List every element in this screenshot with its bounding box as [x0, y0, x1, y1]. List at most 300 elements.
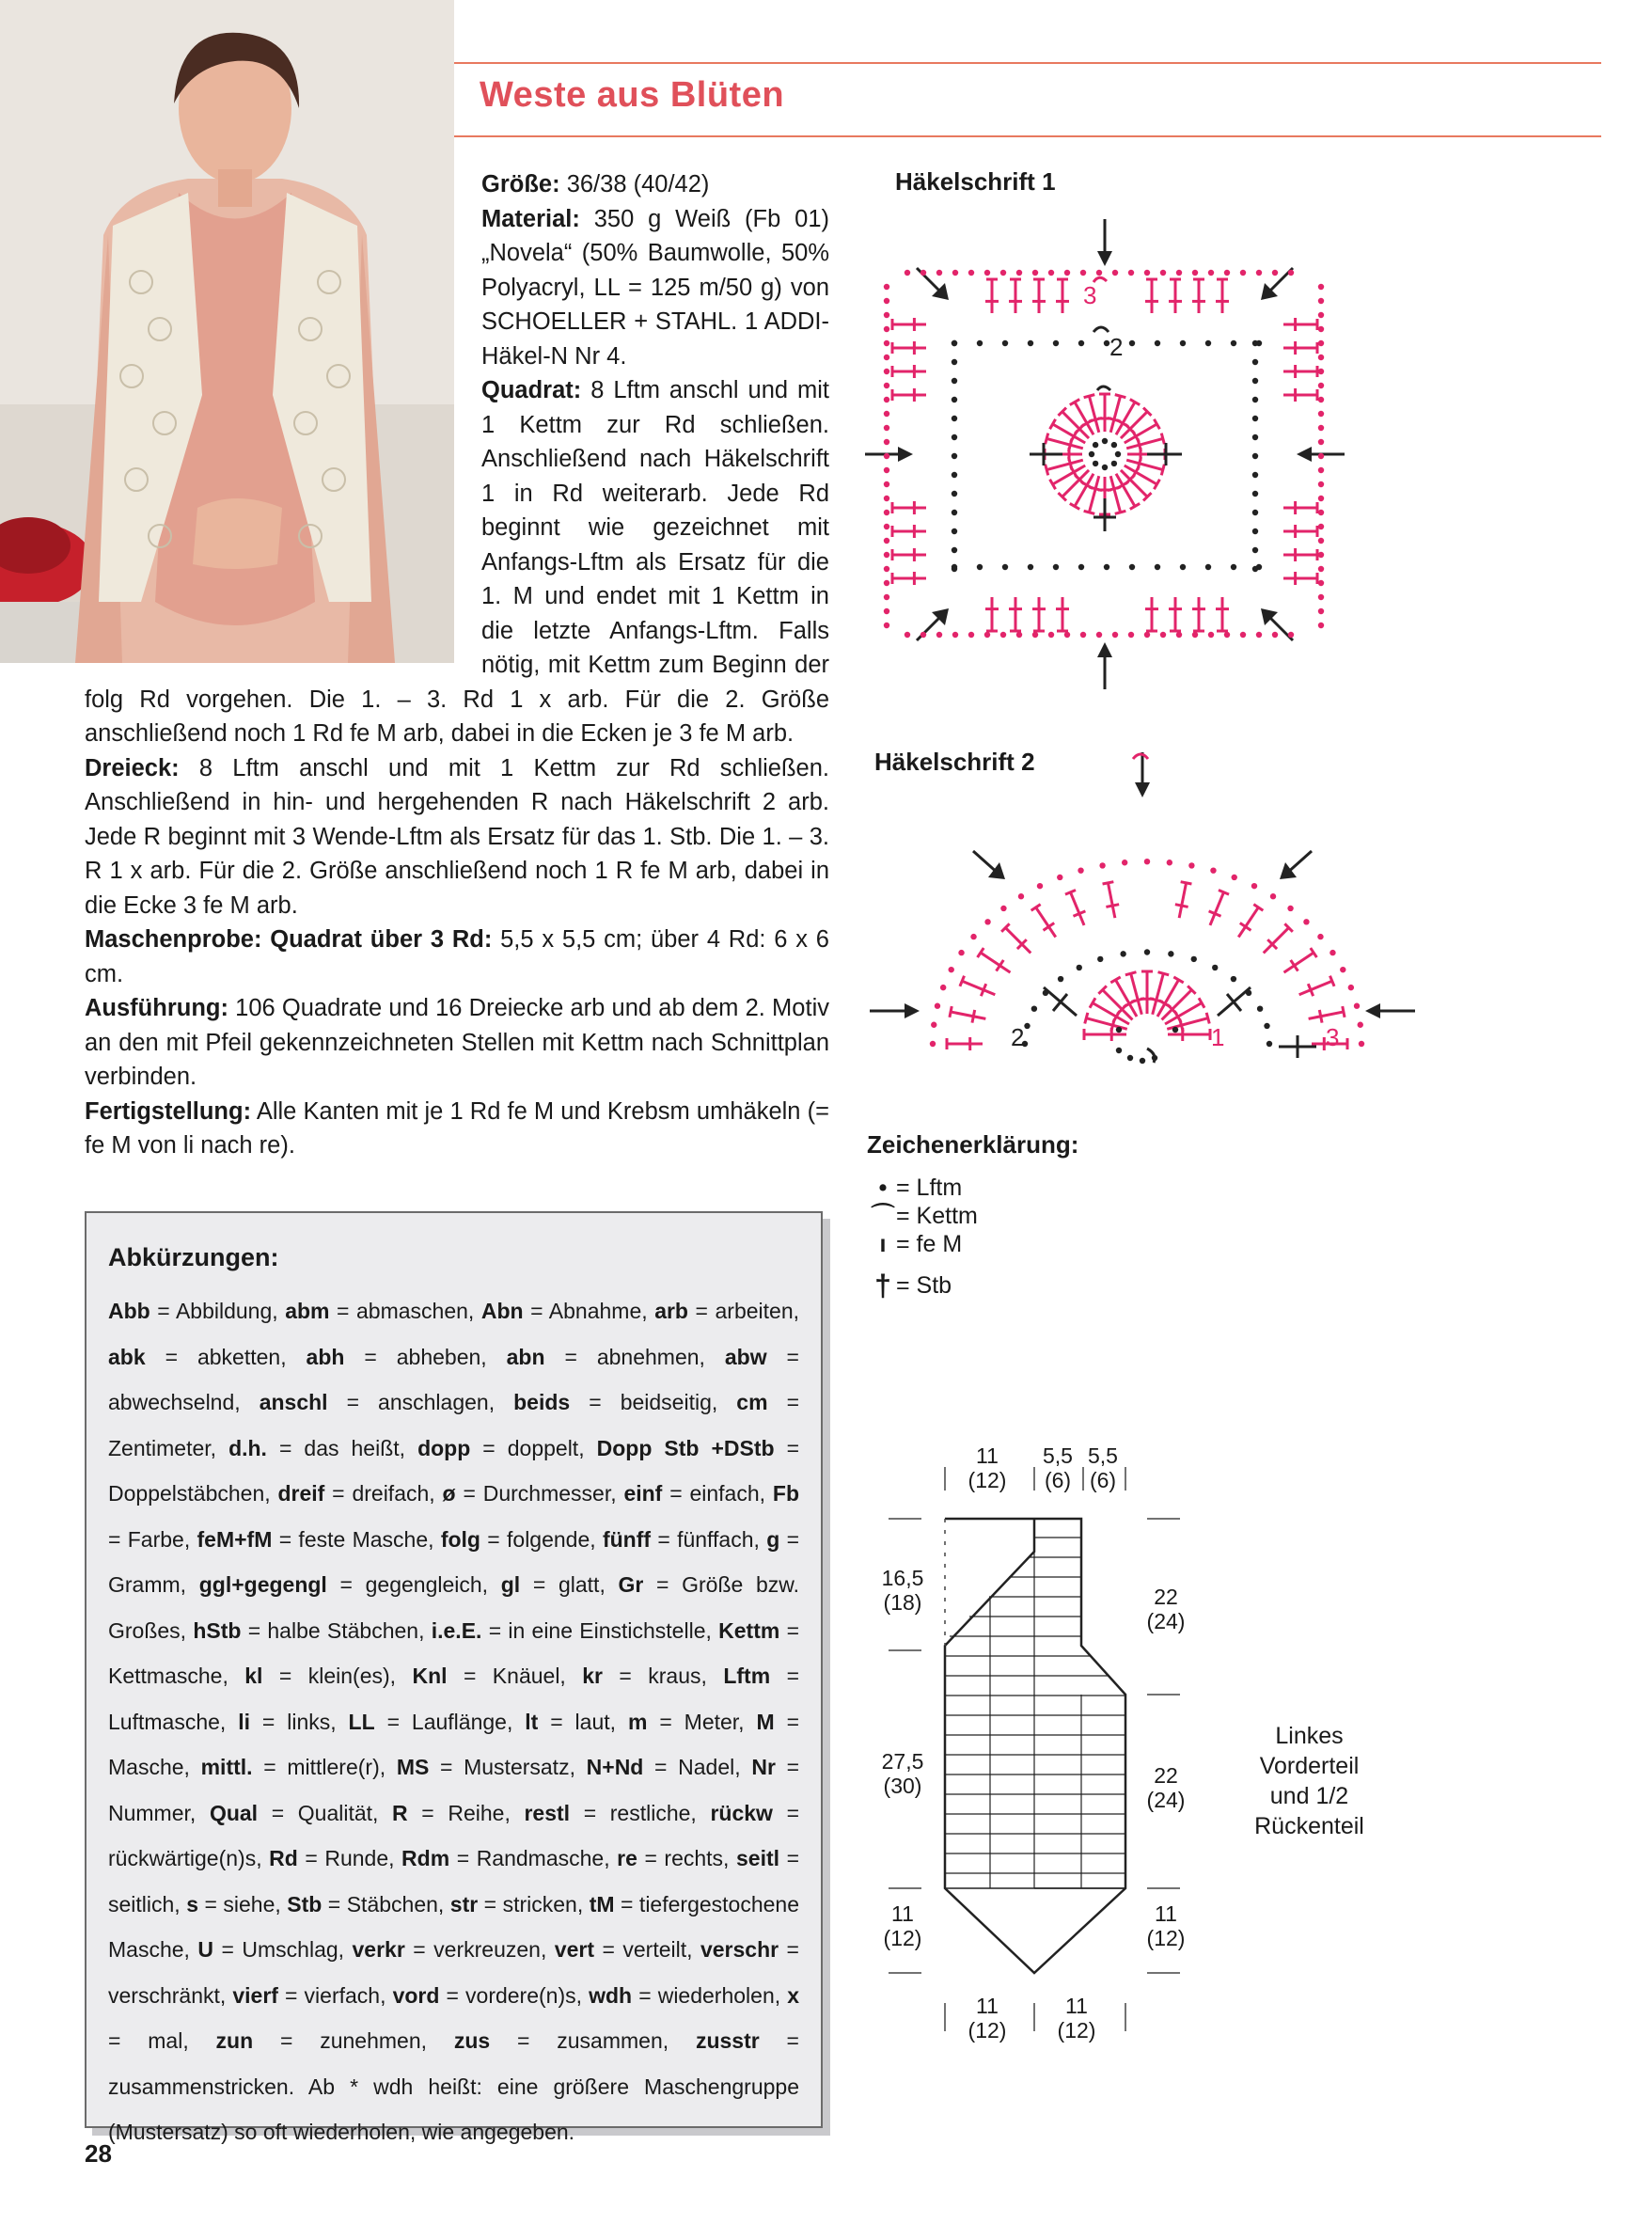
chain-dot-icon — [1140, 1058, 1145, 1064]
chain-dot-icon — [1231, 976, 1236, 982]
chain-dot-icon — [1272, 632, 1278, 638]
chain-dot-icon — [1093, 442, 1098, 448]
dim-bottom-1: 11 (12) — [968, 1994, 1007, 2043]
dim-top-3: 5,5 (6) — [1088, 1443, 1118, 1492]
chain-dot-icon — [1144, 632, 1150, 638]
chart1-row-2: 2 — [1109, 333, 1124, 361]
stitch-symbol-icon — [892, 501, 926, 514]
chain-dot-icon — [952, 340, 957, 346]
chain-dot-icon — [1002, 564, 1008, 570]
chain-dot-icon — [970, 934, 976, 939]
abbreviation-entry: feM+fM = feste Masche, — [197, 1526, 441, 1552]
abbreviations-footer: Ab * wdh heißt: eine größere Maschengruppe (Mustersatz) so oft wiederholen, wie angegeben. — [108, 2074, 799, 2144]
chain-dot-icon — [1318, 552, 1324, 558]
chain-dot-icon — [1354, 1003, 1360, 1009]
abbreviation-entry: folg = folgende, — [440, 1526, 603, 1552]
abbreviation-entry: mittl. = mittlere(r), — [200, 1755, 397, 1779]
stitch-symbol-icon — [892, 365, 926, 378]
chain-dot-icon — [1155, 340, 1160, 346]
stitch-symbol-icon — [1046, 457, 1083, 475]
chain-dot-icon — [952, 528, 957, 534]
chain-dot-icon — [1318, 608, 1324, 614]
abbreviation-entry: rückw = rückwärtige(n)s, — [108, 1800, 800, 1870]
chain-dot-icon — [1231, 340, 1236, 346]
stitch-symbol-icon — [960, 976, 995, 996]
chain-dot-icon — [1077, 965, 1082, 970]
abbreviation-entry: LL = Lauflänge, — [348, 1709, 526, 1734]
chain-dot-icon — [1172, 1027, 1178, 1033]
stitch-symbol-icon — [1192, 597, 1205, 631]
chain-dot-icon — [1240, 632, 1246, 638]
dim-top-1: 11 (12) — [968, 1443, 1007, 1492]
instructions-text — [85, 167, 829, 1163]
chain-dot-icon — [1270, 893, 1276, 899]
chain-dot-icon — [1318, 425, 1324, 431]
chain-dot-icon — [884, 355, 889, 360]
chain-dot-icon — [1251, 883, 1257, 889]
abbreviation-entry: str = stricken, — [449, 1891, 590, 1916]
abbreviation-entry: N+Nd = Nadel, — [586, 1755, 752, 1779]
chain-dot-icon — [1318, 411, 1324, 417]
chain-dot-icon — [1099, 862, 1105, 868]
chain-dot-icon — [884, 524, 889, 529]
chain-dot-icon — [1093, 461, 1098, 466]
chain-dot-icon — [1168, 951, 1173, 956]
paragraph-material: Material: 350 g Weiß (Fb 01) „Novela“ (50% Baumwolle, 50% Polyacryl, LL = 125 m/50 g) von SCHOELLER + STAHL. 1 ADDI-Häkel-N Nr 4. — [481, 205, 829, 370]
chain-dot-icon — [1208, 270, 1214, 276]
stitch-symbol-icon — [1284, 948, 1317, 972]
dim-right-3: 11 (12) — [1146, 1901, 1186, 1950]
chain-dot-icon — [1096, 270, 1102, 276]
chain-dot-icon — [884, 580, 889, 586]
chain-dot-icon — [884, 608, 889, 614]
chain-dot-icon — [1318, 566, 1324, 572]
stitch-symbol-icon — [1059, 470, 1090, 501]
stitch-symbol-icon — [1150, 972, 1169, 1015]
chain-dot-icon — [1128, 270, 1134, 276]
abbreviation-entry: arb = arbeiten, — [654, 1299, 799, 1323]
chain-dot-icon — [1116, 1027, 1122, 1033]
chain-dot-icon — [936, 270, 942, 276]
chain-dot-icon — [1128, 632, 1134, 638]
abbreviation-entry: seitl = seitlich, — [108, 1846, 800, 1916]
chain-dot-icon — [984, 270, 990, 276]
abbreviation-entry: wdh = wiederholen, — [589, 1982, 788, 2008]
abbreviation-entry: Gr = Größe bzw. Großes, — [108, 1572, 800, 1643]
paragraph-finishing: Fertigstellung: Alle Kanten mit je 1 Rd fe M und Krebsm umhäkeln (= fe M von li nach re). — [85, 1097, 829, 1159]
legend-item: † = Stb — [870, 1271, 978, 1300]
chart1-row-3: 3 — [1083, 281, 1097, 309]
chain-symbol-icon: • — [878, 1175, 888, 1201]
stitch-symbol-icon — [1145, 597, 1158, 631]
chain-dot-icon — [1112, 632, 1118, 638]
stitch-symbol-icon — [1145, 279, 1158, 313]
chain-dot-icon — [1340, 967, 1345, 972]
dim-left-3: 11 (12) — [883, 1901, 922, 1950]
chain-dot-icon — [1318, 326, 1324, 332]
abbreviation-entry: verschr = verschränkt, — [108, 1937, 799, 2008]
chain-dot-icon — [884, 425, 889, 431]
chain-dot-icon — [884, 369, 889, 374]
chain-dot-icon — [1272, 270, 1278, 276]
chain-dot-icon — [1144, 859, 1150, 864]
chain-dot-icon — [1252, 547, 1258, 553]
chain-dot-icon — [920, 632, 926, 638]
abbreviation-entry: einf = einfach, — [623, 1481, 773, 1506]
chain-dot-icon — [1002, 340, 1008, 346]
chain-dot-icon — [1102, 465, 1108, 470]
stitch-symbol-icon — [1299, 976, 1334, 996]
chain-dot-icon — [952, 472, 957, 478]
chain-dot-icon — [1032, 632, 1038, 638]
stitch-symbol-icon — [1192, 279, 1205, 313]
legend-title: Zeichenerklärung: — [867, 1130, 1079, 1159]
chain-dot-icon — [1256, 632, 1262, 638]
chain-dot-icon — [952, 397, 957, 402]
chain-dot-icon — [1053, 340, 1059, 346]
double-crochet-symbol-icon: † — [874, 1269, 891, 1302]
chain-dot-icon — [1111, 461, 1117, 466]
stitch-symbol-icon — [950, 1006, 985, 1023]
chain-dot-icon — [968, 270, 974, 276]
abbreviation-entry: dreif = dreifach, — [277, 1481, 443, 1506]
chain-dot-icon — [1205, 340, 1211, 346]
chain-dot-icon — [1191, 956, 1197, 962]
chain-dot-icon — [952, 547, 957, 553]
abbreviation-entry: abk = abketten, — [108, 1344, 307, 1369]
stitch-symbol-icon — [1209, 890, 1229, 924]
slip-stitch-icon — [1097, 386, 1110, 390]
abbreviation-entry: Qual = Qualität, — [209, 1800, 393, 1825]
chain-dot-icon — [1122, 860, 1127, 865]
chain-dot-icon — [1318, 453, 1324, 459]
chain-dot-icon — [1058, 976, 1063, 982]
chain-dot-icon — [931, 1022, 936, 1028]
chain-dot-icon — [1317, 934, 1323, 939]
chain-dot-icon — [1318, 510, 1324, 515]
legend-item: ı = fe M — [870, 1230, 978, 1258]
stitch-symbol-icon — [1141, 971, 1154, 1014]
slip-stitch-icon — [1133, 754, 1148, 759]
chain-dot-icon — [984, 919, 990, 924]
chain-dot-icon — [884, 552, 889, 558]
chain-dot-icon — [1252, 566, 1258, 572]
page-title: Weste aus Blüten — [480, 75, 785, 115]
chart2-caption: Häkelschrift 2 — [874, 748, 1035, 776]
chain-dot-icon — [958, 950, 964, 955]
chain-dot-icon — [1078, 340, 1084, 346]
chain-dot-icon — [1129, 564, 1135, 570]
stitch-symbol-icon — [892, 525, 926, 538]
crochet-chart-2 — [851, 748, 1434, 1067]
chain-dot-icon — [1129, 340, 1135, 346]
stitch-symbol-icon — [892, 318, 926, 331]
chain-dot-icon — [1116, 1048, 1122, 1053]
chain-dot-icon — [1078, 867, 1083, 873]
chain-dot-icon — [1252, 378, 1258, 384]
chain-dot-icon — [1028, 340, 1033, 346]
chain-dot-icon — [1127, 1055, 1133, 1061]
abbreviation-entry: Nr = Nummer, — [108, 1755, 800, 1825]
chain-dot-icon — [1252, 359, 1258, 365]
stitch-symbol-icon — [1065, 890, 1085, 924]
chain-dot-icon — [935, 1003, 940, 1009]
stitch-symbol-icon — [1056, 597, 1069, 631]
abbreviation-entry: Knl = Knäuel, — [412, 1664, 583, 1688]
abbreviation-entry: Rd = Runde, — [269, 1846, 402, 1870]
chain-dot-icon — [1080, 270, 1086, 276]
abbreviation-entry: s = siehe, — [186, 1891, 288, 1916]
chain-dot-icon — [884, 284, 889, 290]
chain-dot-icon — [1032, 270, 1038, 276]
chain-dot-icon — [884, 496, 889, 501]
abbreviation-entry: x = mal, — [108, 1982, 800, 2053]
chain-dot-icon — [936, 632, 942, 638]
stitch-symbol-icon — [1283, 388, 1317, 402]
chain-dot-icon — [1111, 442, 1117, 448]
stitch-symbol-icon — [1283, 318, 1317, 331]
stitch-symbol-icon — [1059, 408, 1090, 439]
schematic-caption: Linkes Vorderteil und 1/2 Rückenteil — [1254, 1723, 1364, 1839]
chain-dot-icon — [1318, 397, 1324, 402]
chain-dot-icon — [884, 510, 889, 515]
abbreviation-entry: i.e.E. = in eine Einstichstelle, — [431, 1617, 719, 1643]
abbreviation-entry: zun = zunehmen, — [215, 2028, 454, 2053]
abbreviation-entry: Lftm = Luftmasche, — [108, 1664, 800, 1734]
chain-dot-icon — [1188, 862, 1194, 868]
chain-dot-icon — [1318, 594, 1324, 600]
stitch-symbol-icon — [1238, 905, 1263, 938]
chain-dot-icon — [952, 378, 957, 384]
abbreviation-entry: verkr = verkreuzen, — [352, 1937, 555, 1962]
chain-dot-icon — [884, 566, 889, 572]
stitch-symbol-icon — [1169, 279, 1182, 313]
legend-item: • = Lftm — [870, 1174, 978, 1202]
abbreviation-entry: MS = Mustersatz, — [396, 1755, 587, 1779]
abbreviation-entry: restl = restliche, — [524, 1800, 711, 1825]
stitch-symbol-icon — [1103, 882, 1120, 918]
chain-dot-icon — [1318, 538, 1324, 544]
abbreviation-entry: Rdm = Randmasche, — [401, 1846, 618, 1870]
abbreviation-entry: anschl = anschlagen, — [259, 1390, 514, 1414]
chain-dot-icon — [1256, 270, 1262, 276]
chain-dot-icon — [1232, 875, 1237, 880]
chart2-row-2: 2 — [1011, 1023, 1025, 1051]
abbreviation-entry: vierf = vierfach, — [232, 1982, 393, 2008]
chain-dot-icon — [905, 632, 910, 638]
chain-dot-icon — [1102, 438, 1108, 444]
chain-dot-icon — [1318, 580, 1324, 586]
stitch-symbol-icon — [1309, 1006, 1345, 1023]
abbreviation-entry: tM = tiefergestochene Masche, — [108, 1891, 799, 1962]
chain-dot-icon — [1167, 860, 1172, 865]
chain-dot-icon — [1252, 491, 1258, 497]
abbreviation-entry: R = Reihe, — [392, 1800, 525, 1825]
abbreviation-entry: abm = abmaschen, — [285, 1299, 481, 1323]
chain-dot-icon — [1192, 270, 1198, 276]
stitch-symbol-icon — [1056, 279, 1069, 313]
abbreviation-entry: fünff = fünffach, — [602, 1526, 767, 1552]
chain-dot-icon — [984, 632, 990, 638]
chain-dot-icon — [952, 359, 957, 365]
abbreviation-entry: g = Gramm, — [108, 1526, 799, 1597]
stitch-symbol-icon — [1283, 341, 1317, 355]
stitch-symbol-icon — [1175, 882, 1192, 918]
abbreviation-entry: li = links, — [238, 1709, 349, 1734]
chain-dot-icon — [1329, 950, 1335, 955]
chain-dot-icon — [1210, 867, 1216, 873]
stitch-symbol-icon — [892, 341, 926, 355]
photo-spacer — [85, 167, 481, 656]
chain-dot-icon — [1252, 510, 1258, 515]
abbreviation-entry: zus = zusammen, — [453, 2028, 696, 2053]
slip-stitch-icon — [1147, 1049, 1155, 1063]
stitch-symbol-icon — [1032, 279, 1046, 313]
abbreviation-entry: vord = vordere(n)s, — [392, 1982, 590, 2008]
chain-dot-icon — [884, 439, 889, 445]
abbreviation-entry: Fb = Farbe, — [108, 1481, 799, 1552]
slip-stitch-symbol-icon: ⌒ — [871, 1203, 895, 1229]
chain-dot-icon — [1288, 270, 1294, 276]
chain-dot-icon — [1031, 1005, 1037, 1011]
chart2-row-3: 3 — [1326, 1023, 1340, 1051]
chain-dot-icon — [1176, 632, 1182, 638]
chain-dot-icon — [1358, 1022, 1363, 1028]
stitch-symbol-icon — [1126, 457, 1164, 475]
chain-dot-icon — [905, 270, 910, 276]
chain-dot-icon — [1231, 564, 1236, 570]
chain-dot-icon — [1318, 383, 1324, 388]
chain-dot-icon — [884, 312, 889, 318]
chain-dot-icon — [1089, 451, 1094, 457]
chain-dot-icon — [884, 397, 889, 402]
abbreviation-entry: lt = laut, — [525, 1709, 628, 1734]
abbreviation-entry: ggl+gegengl = gegengleich, — [198, 1572, 501, 1597]
chain-dot-icon — [884, 453, 889, 459]
chain-dot-icon — [884, 623, 889, 628]
stitch-symbol-icon — [1216, 279, 1229, 313]
stitch-symbol-icon — [892, 572, 926, 585]
chain-dot-icon — [920, 270, 926, 276]
chain-dot-icon — [884, 383, 889, 388]
chain-dot-icon — [884, 411, 889, 417]
abbreviation-entry: gl = glatt, — [500, 1572, 619, 1597]
stitch-symbol-icon — [1169, 597, 1182, 631]
chain-dot-icon — [1097, 956, 1103, 962]
abbreviation-entry: re = rechts, — [617, 1846, 736, 1870]
chain-dot-icon — [1246, 990, 1251, 996]
chain-dot-icon — [1064, 270, 1070, 276]
stitch-symbol-icon — [1283, 548, 1317, 561]
chain-dot-icon — [1252, 416, 1258, 421]
dim-bottom-2: 11 (12) — [1057, 1994, 1096, 2043]
dim-right-1: 22 (24) — [1146, 1585, 1186, 1633]
chain-dot-icon — [1267, 1041, 1272, 1047]
stitch-symbol-icon — [1032, 597, 1046, 631]
paragraph-execution: Ausführung: 106 Quadrate und 16 Dreiecke arb und ab dem 2. Motiv an den mit Pfeil gekennzeichneten Stellen mit Kettm nach Schnittplan verbinden. — [85, 995, 829, 1090]
stitch-symbol-icon — [1084, 395, 1102, 433]
chain-dot-icon — [1252, 397, 1258, 402]
dim-top-2: 5,5 (6) — [1043, 1443, 1073, 1492]
page-number: 28 — [85, 2139, 112, 2168]
abbreviation-entry: abn = abnehmen, — [506, 1344, 725, 1369]
chain-dot-icon — [1252, 434, 1258, 440]
stitch-symbol-icon — [985, 279, 999, 313]
chain-dot-icon — [884, 326, 889, 332]
chain-dot-icon — [1287, 906, 1293, 911]
chain-dot-icon — [977, 340, 983, 346]
paragraph-square: Quadrat: 8 Lftm anschl und mit 1 Kettm zur Rd schließen. Anschließend nach Häkelschrift 1 in Rd weiterarb. Jede Rd beginnt wie gezeichnet mit Anfangs-Lftm als Ersatz für die 1. M und endet mit 1 Kettm in die letzte Anfangs-Lftm. Falls nötig, mit Kettm zum Beginn der folg Rd vorgehen. Die 1. – 3. Rd 1 x arb. Für die 2. Größe anschließend noch 1 Rd fe M arb, dabei in die Ecken je 3 fe M arb. — [85, 377, 829, 747]
chain-dot-icon — [952, 270, 958, 276]
stitch-symbol-icon — [1121, 408, 1152, 439]
abbreviation-entry: M = Masche, — [108, 1709, 799, 1779]
stitch-symbol-icon — [1031, 905, 1056, 938]
stitch-symbol-icon — [892, 388, 926, 402]
legend-item: ⌒ = Kettm — [871, 1203, 978, 1229]
chain-dot-icon — [1318, 312, 1324, 318]
abbreviation-entry: kr = kraus, — [582, 1664, 724, 1688]
chain-dot-icon — [1318, 355, 1324, 360]
abbreviation-entry: d.h. = das heißt, — [228, 1435, 418, 1460]
chain-dot-icon — [884, 481, 889, 487]
chart1-caption: Häkelschrift 1 — [895, 167, 1056, 196]
abbreviation-entry: m = Meter, — [627, 1709, 757, 1734]
chain-dot-icon — [884, 340, 889, 346]
dim-left-1: 16,5 (18) — [881, 1566, 924, 1615]
chain-dot-icon — [1318, 298, 1324, 304]
abbreviations-text — [108, 1288, 799, 2155]
abbreviation-entry: hStb = halbe Stäbchen, — [193, 1617, 432, 1643]
chain-dot-icon — [884, 594, 889, 600]
chain-dot-icon — [1348, 985, 1354, 990]
chain-dot-icon — [952, 491, 957, 497]
chain-dot-icon — [1192, 632, 1198, 638]
chain-dot-icon — [1256, 340, 1262, 346]
chain-dot-icon — [952, 453, 957, 459]
chain-dot-icon — [1264, 1023, 1269, 1029]
chain-dot-icon — [949, 967, 954, 972]
dim-left-2: 27,5 (30) — [881, 1749, 924, 1798]
legend — [870, 1174, 978, 1300]
stitch-symbol-icon — [1046, 434, 1083, 451]
stitch-symbol-icon — [1283, 365, 1317, 378]
chain-dot-icon — [884, 467, 889, 473]
chain-dot-icon — [1180, 564, 1186, 570]
chain-dot-icon — [1024, 1023, 1030, 1029]
abbreviation-entry: dopp = doppelt, — [417, 1435, 597, 1460]
chart2-row-1: 1 — [1211, 1023, 1225, 1051]
chain-dot-icon — [1112, 270, 1118, 276]
stitch-symbol-icon — [1126, 434, 1164, 451]
dim-right-2: 22 (24) — [1146, 1763, 1186, 1812]
abbreviation-entry: Stb = Stäbchen, — [287, 1891, 450, 1916]
chain-dot-icon — [1252, 528, 1258, 534]
chain-dot-icon — [884, 298, 889, 304]
chain-dot-icon — [1318, 467, 1324, 473]
abbreviation-entry: cm = Zentimeter, — [108, 1390, 800, 1460]
stitch-symbol-icon — [978, 948, 1011, 972]
chain-dot-icon — [1303, 919, 1309, 924]
chain-dot-icon — [1252, 472, 1258, 478]
chain-dot-icon — [1000, 906, 1006, 911]
title-rule-top — [454, 62, 1601, 64]
chain-dot-icon — [1016, 632, 1022, 638]
chain-dot-icon — [952, 632, 958, 638]
abbreviations-title: Abkürzungen: — [108, 1243, 279, 1271]
chain-dot-icon — [1318, 284, 1324, 290]
chain-dot-icon — [1043, 990, 1048, 996]
abbreviation-entry: beids = beidseitig, — [513, 1390, 737, 1414]
